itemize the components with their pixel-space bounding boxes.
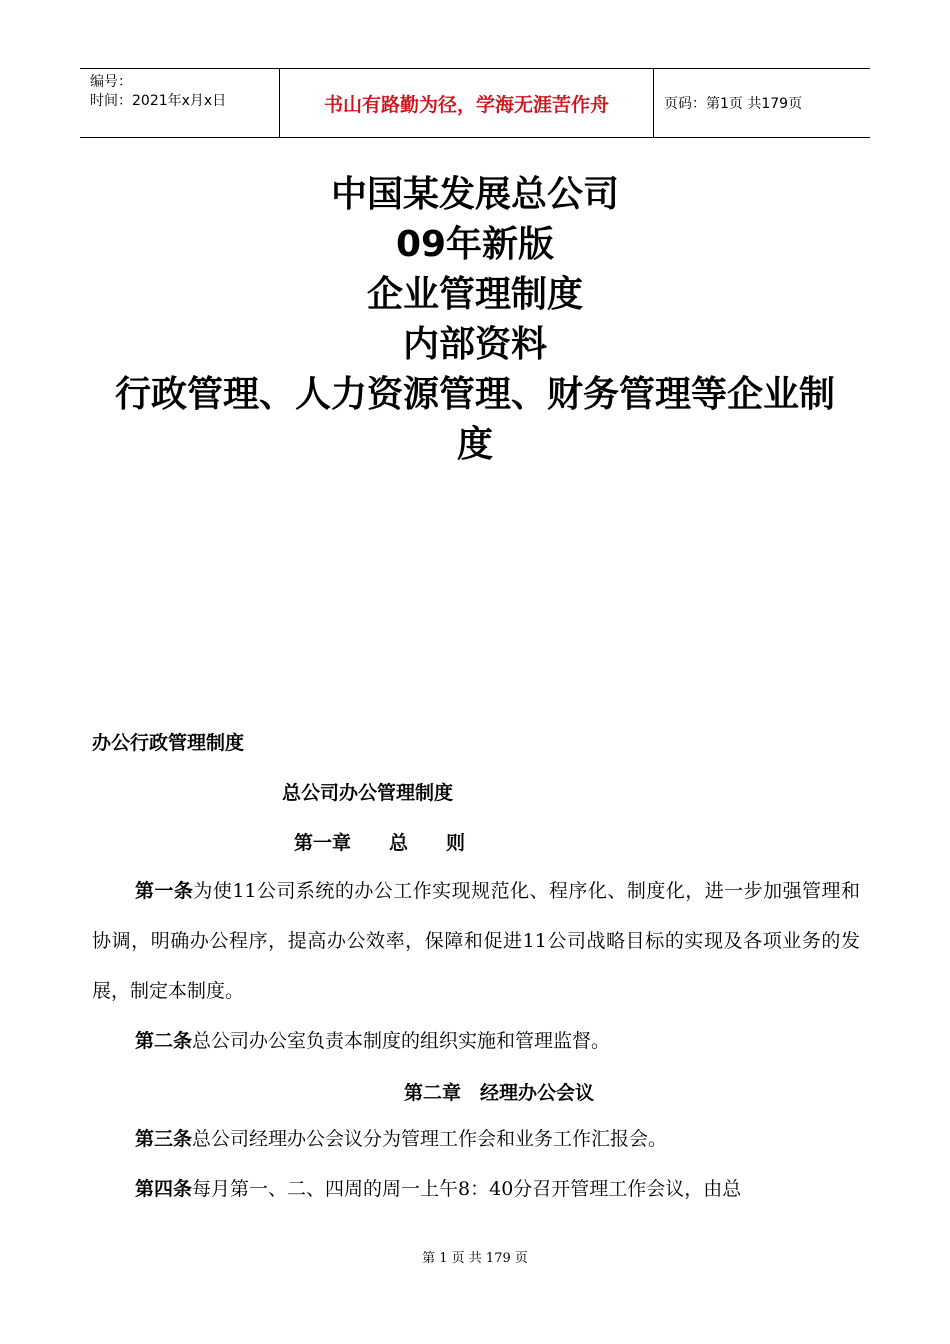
title-line-1: 中国某发展总公司	[330, 174, 619, 215]
title-line-2: 09年新版	[395, 224, 555, 265]
article-2-text: 总公司办公室负责本制度的组织实施和管理监督。	[192, 1030, 611, 1052]
number-label: 编号：	[90, 74, 132, 90]
header-meta	[80, 69, 280, 137]
article-4-text: 每月第一、二、四周的周一上午8：40分召开管理工作会议，由总	[192, 1178, 742, 1200]
time-label: 时间：2021年x月x日	[90, 93, 227, 109]
article-1	[92, 866, 860, 1016]
title-line-5: 行政管理、人力资源管理、财务管理等企业制	[114, 374, 835, 415]
title-line-4: 内部资料	[402, 324, 547, 365]
article-1-text: 为使11公司系统的办公工作实现规范化、程序化、制度化，进一步加强管理和协调，明确办公程序，提高办公效率，保障和促进11公司战略目标的实现及各项业务的发展，制定本制度。	[92, 880, 860, 1002]
header-page-info: 页码：第1页 共179页	[664, 96, 803, 112]
article-4	[92, 1164, 860, 1214]
article-2-label: 第二条	[135, 1030, 193, 1052]
chapter-1-heading: 第一章 总 则	[294, 832, 466, 854]
article-2	[92, 1016, 860, 1066]
title-line-3: 企业管理制度	[366, 274, 583, 315]
document-title	[60, 170, 890, 470]
chapter-2-heading: 第二章 经理办公会议	[404, 1082, 595, 1104]
title-line-6: 度	[456, 424, 493, 465]
page-footer: 第 1 页 共 179 页	[422, 1251, 528, 1266]
article-3	[92, 1114, 860, 1164]
article-1-label: 第一条	[135, 880, 194, 902]
section-heading: 办公行政管理制度	[92, 732, 245, 754]
header-motto: 书山有路勤为径，学海无涯苦作舟	[280, 69, 654, 137]
document-header	[80, 68, 870, 138]
article-3-text: 总公司经理办公会议分为管理工作会和业务工作汇报会。	[192, 1128, 668, 1150]
article-4-label: 第四条	[135, 1178, 193, 1200]
article-3-label: 第三条	[135, 1128, 193, 1150]
subsection-heading: 总公司办公管理制度	[282, 782, 454, 804]
